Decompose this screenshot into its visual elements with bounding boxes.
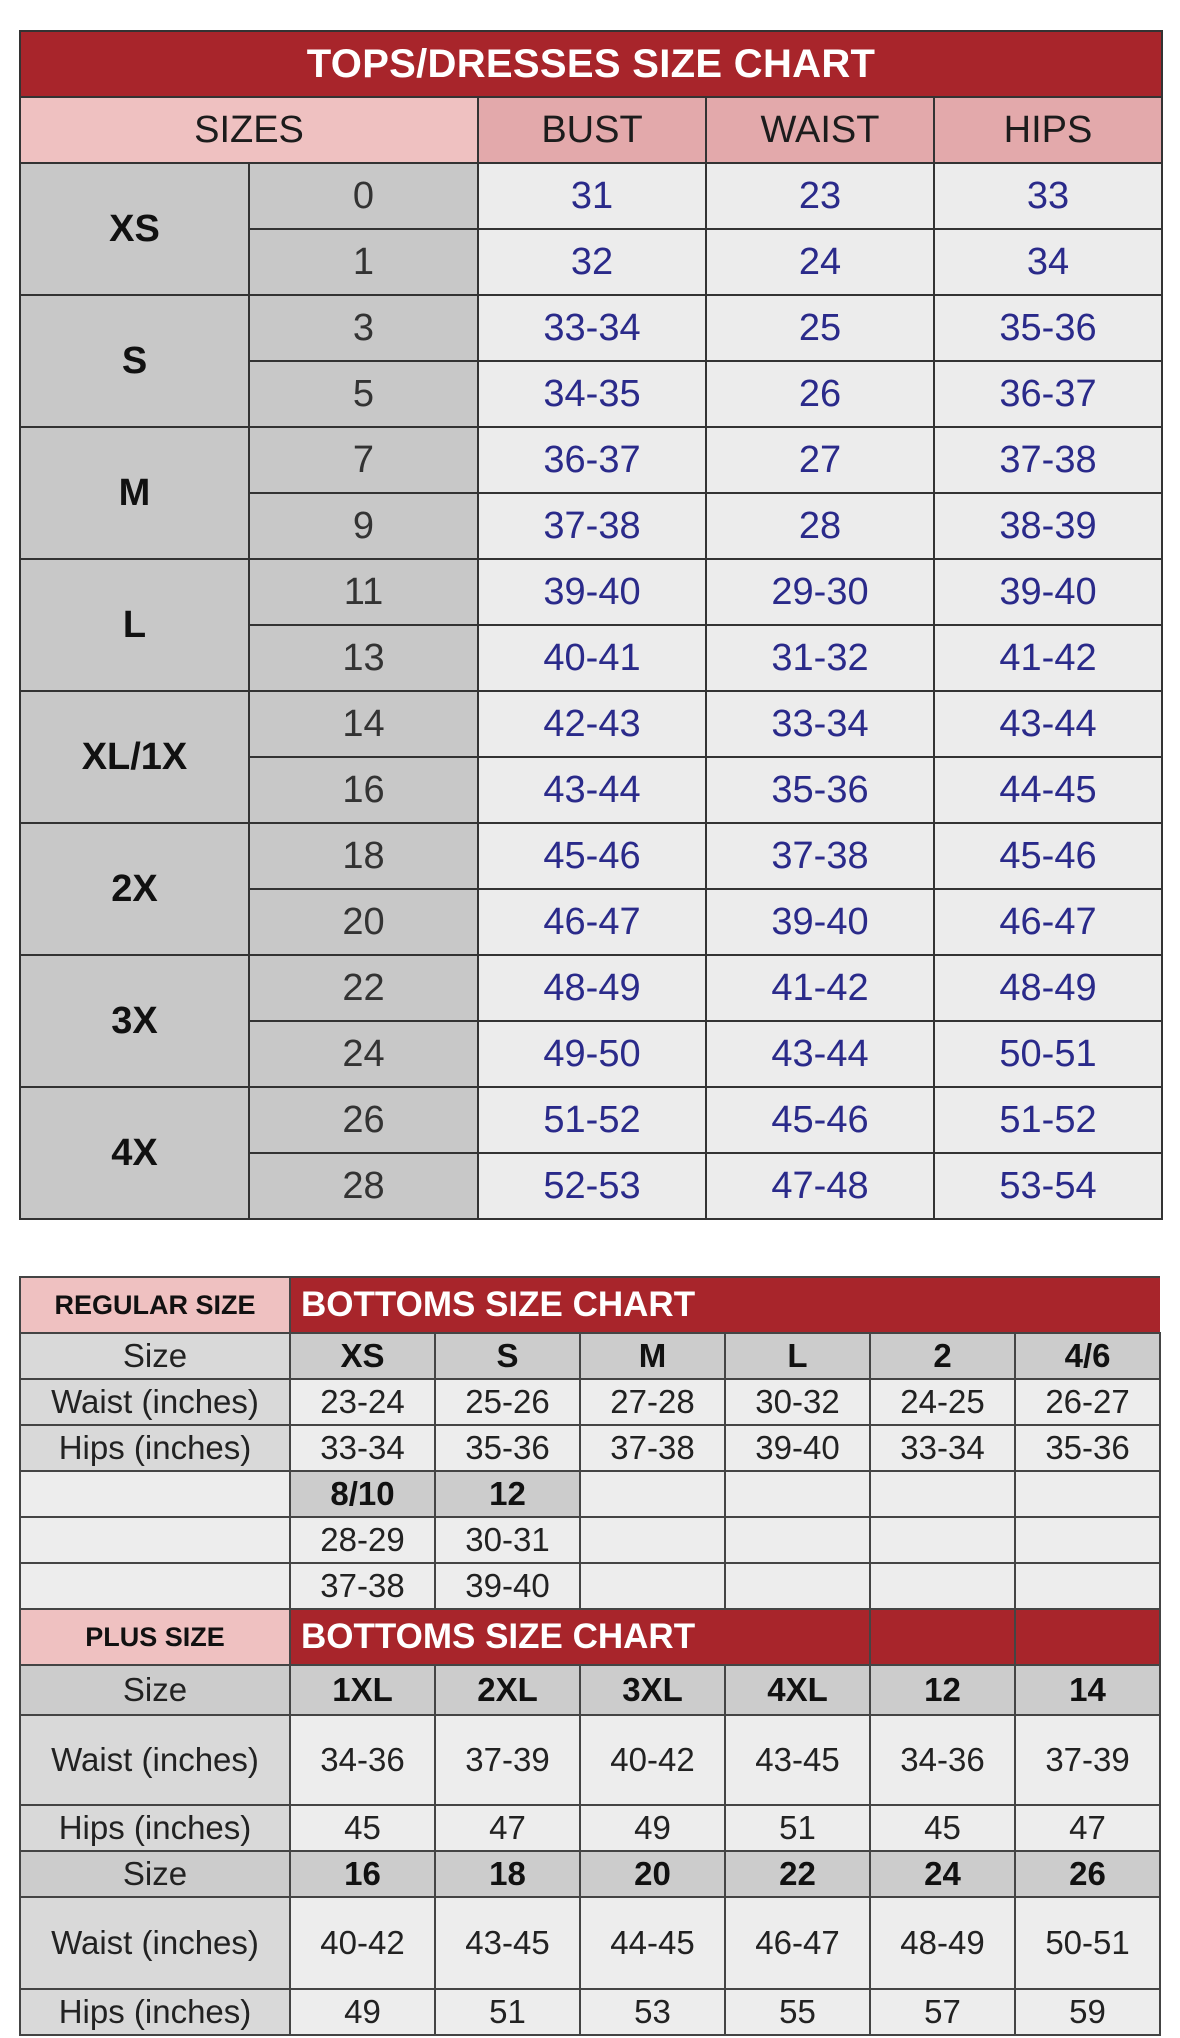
hips-value: 51-52 [934,1087,1162,1153]
row-label: Waist (inches) [20,1897,290,1989]
tops-row [20,691,1162,757]
waist-cell: 30-32 [725,1379,870,1425]
regular-extra-waist-row [20,1517,1160,1563]
row-label: Hips (inches) [20,1989,290,2035]
waist-cell: 40-42 [290,1897,435,1989]
tops-row [20,559,1162,625]
hips-cell: 33-34 [290,1425,435,1471]
hips-cell: 45 [290,1805,435,1851]
hips-cell: 59 [1015,1989,1160,2035]
waist-cell: 44-45 [580,1897,725,1989]
numeric-size: 11 [249,559,478,625]
size-label: 4X [20,1087,249,1219]
waist-value: 35-36 [706,757,934,823]
waist-value: 31-32 [706,625,934,691]
hips-value: 53-54 [934,1153,1162,1219]
size-cell: 3XL [580,1665,725,1715]
numeric-size: 7 [249,427,478,493]
tops-row [20,823,1162,889]
size-cell: 18 [435,1851,580,1897]
hips-cell: 33-34 [870,1425,1015,1471]
tops-row [20,163,1162,229]
size-label: S [20,295,249,427]
bust-value: 36-37 [478,427,706,493]
size-cell: L [725,1333,870,1379]
bust-value: 52-53 [478,1153,706,1219]
waist-cell: 48-49 [870,1897,1015,1989]
regular-extra-size-row [20,1471,1160,1517]
numeric-size: 9 [249,493,478,559]
waist-cell: 30-31 [435,1517,580,1563]
size-cell: 24 [870,1851,1015,1897]
size-cell: 12 [870,1665,1015,1715]
hips-value: 34 [934,229,1162,295]
row-label: Waist (inches) [20,1715,290,1805]
size-cell: 8/10 [290,1471,435,1517]
hips-cell: 39-40 [725,1425,870,1471]
waist-cell: 24-25 [870,1379,1015,1425]
plus-size-category: PLUS SIZE [20,1609,290,1665]
size-cell: XS [290,1333,435,1379]
plus-waist-row [20,1897,1160,1989]
header-hips: HIPS [934,97,1162,163]
regular-hips-row [20,1425,1160,1471]
hips-value: 44-45 [934,757,1162,823]
regular-bottoms-title: BOTTOMS SIZE CHART [290,1277,1160,1333]
waist-cell: 46-47 [725,1897,870,1989]
size-cell: 1XL [290,1665,435,1715]
size-label: 3X [20,955,249,1087]
waist-cell: 27-28 [580,1379,725,1425]
size-cell: 16 [290,1851,435,1897]
waist-value: 29-30 [706,559,934,625]
plus-hips-row [20,1989,1160,2035]
numeric-size: 24 [249,1021,478,1087]
hips-cell: 51 [725,1805,870,1851]
hips-cell: 45 [870,1805,1015,1851]
header-bust: BUST [478,97,706,163]
bust-value: 46-47 [478,889,706,955]
tops-row [20,955,1162,1021]
hips-value: 37-38 [934,427,1162,493]
waist-value: 43-44 [706,1021,934,1087]
hips-cell: 51 [435,1989,580,2035]
header-waist: WAIST [706,97,934,163]
bottoms-size-chart [19,1276,1161,2036]
numeric-size: 22 [249,955,478,1021]
size-cell: M [580,1333,725,1379]
hips-cell: 35-36 [1015,1425,1160,1471]
waist-cell: 43-45 [435,1897,580,1989]
bust-value: 51-52 [478,1087,706,1153]
waist-cell: 23-24 [290,1379,435,1425]
waist-value: 33-34 [706,691,934,757]
numeric-size: 5 [249,361,478,427]
bust-value: 49-50 [478,1021,706,1087]
size-cell: 20 [580,1851,725,1897]
tops-row [20,295,1162,361]
numeric-size: 1 [249,229,478,295]
waist-value: 25 [706,295,934,361]
plus-waist-row [20,1715,1160,1805]
waist-cell: 37-39 [435,1715,580,1805]
numeric-size: 28 [249,1153,478,1219]
hips-value: 38-39 [934,493,1162,559]
row-label: Size [20,1665,290,1715]
bust-value: 48-49 [478,955,706,1021]
hips-value: 39-40 [934,559,1162,625]
hips-cell: 37-38 [580,1425,725,1471]
tops-size-chart [19,30,1163,1220]
hips-value: 48-49 [934,955,1162,1021]
bust-value: 37-38 [478,493,706,559]
numeric-size: 14 [249,691,478,757]
tops-row [20,1087,1162,1153]
numeric-size: 20 [249,889,478,955]
hips-cell: 35-36 [435,1425,580,1471]
regular-size-category: REGULAR SIZE [20,1277,290,1333]
size-cell: 4/6 [1015,1333,1160,1379]
size-label: 2X [20,823,249,955]
waist-value: 24 [706,229,934,295]
waist-cell: 37-39 [1015,1715,1160,1805]
header-sizes: SIZES [20,97,478,163]
size-cell: 2XL [435,1665,580,1715]
plus-size-row [20,1851,1160,1897]
hips-value: 33 [934,163,1162,229]
waist-value: 45-46 [706,1087,934,1153]
waist-cell: 34-36 [870,1715,1015,1805]
bust-value: 32 [478,229,706,295]
row-label: Size [20,1851,290,1897]
numeric-size: 3 [249,295,478,361]
hips-value: 41-42 [934,625,1162,691]
regular-extra-hips-row [20,1563,1160,1609]
hips-cell: 55 [725,1989,870,2035]
regular-size-row [20,1333,1160,1379]
bust-value: 45-46 [478,823,706,889]
size-label: XL/1X [20,691,249,823]
hips-value: 46-47 [934,889,1162,955]
waist-value: 47-48 [706,1153,934,1219]
waist-cell: 26-27 [1015,1379,1160,1425]
bust-value: 39-40 [478,559,706,625]
waist-cell: 25-26 [435,1379,580,1425]
numeric-size: 16 [249,757,478,823]
plus-bottoms-title: BOTTOMS SIZE CHART [290,1609,870,1665]
waist-cell: 50-51 [1015,1897,1160,1989]
size-label: L [20,559,249,691]
bust-value: 43-44 [478,757,706,823]
row-label: Waist (inches) [20,1379,290,1425]
waist-value: 27 [706,427,934,493]
numeric-size: 18 [249,823,478,889]
regular-waist-row [20,1379,1160,1425]
bust-value: 34-35 [478,361,706,427]
hips-value: 43-44 [934,691,1162,757]
waist-cell: 40-42 [580,1715,725,1805]
hips-cell: 57 [870,1989,1015,2035]
bust-value: 31 [478,163,706,229]
plus-hips-row [20,1805,1160,1851]
waist-value: 41-42 [706,955,934,1021]
hips-value: 45-46 [934,823,1162,889]
size-cell: 22 [725,1851,870,1897]
hips-cell: 39-40 [435,1563,580,1609]
size-cell: 26 [1015,1851,1160,1897]
hips-value: 36-37 [934,361,1162,427]
waist-value: 39-40 [706,889,934,955]
bust-value: 40-41 [478,625,706,691]
tops-row [20,427,1162,493]
waist-value: 28 [706,493,934,559]
hips-cell: 49 [290,1989,435,2035]
row-label: Hips (inches) [20,1425,290,1471]
size-cell: S [435,1333,580,1379]
hips-cell: 47 [435,1805,580,1851]
bust-value: 42-43 [478,691,706,757]
size-cell: 14 [1015,1665,1160,1715]
numeric-size: 0 [249,163,478,229]
waist-value: 37-38 [706,823,934,889]
row-label: Size [20,1333,290,1379]
waist-cell: 28-29 [290,1517,435,1563]
size-label: M [20,427,249,559]
size-cell: 4XL [725,1665,870,1715]
hips-value: 35-36 [934,295,1162,361]
hips-cell: 47 [1015,1805,1160,1851]
size-label: XS [20,163,249,295]
numeric-size: 26 [249,1087,478,1153]
bust-value: 33-34 [478,295,706,361]
numeric-size: 13 [249,625,478,691]
waist-cell: 34-36 [290,1715,435,1805]
hips-cell: 53 [580,1989,725,2035]
hips-cell: 37-38 [290,1563,435,1609]
tops-chart-title: TOPS/DRESSES SIZE CHART [20,31,1162,97]
size-cell: 12 [435,1471,580,1517]
size-cell: 2 [870,1333,1015,1379]
hips-cell: 49 [580,1805,725,1851]
plus-size-row [20,1665,1160,1715]
waist-value: 23 [706,163,934,229]
waist-cell: 43-45 [725,1715,870,1805]
hips-value: 50-51 [934,1021,1162,1087]
row-label: Hips (inches) [20,1805,290,1851]
waist-value: 26 [706,361,934,427]
